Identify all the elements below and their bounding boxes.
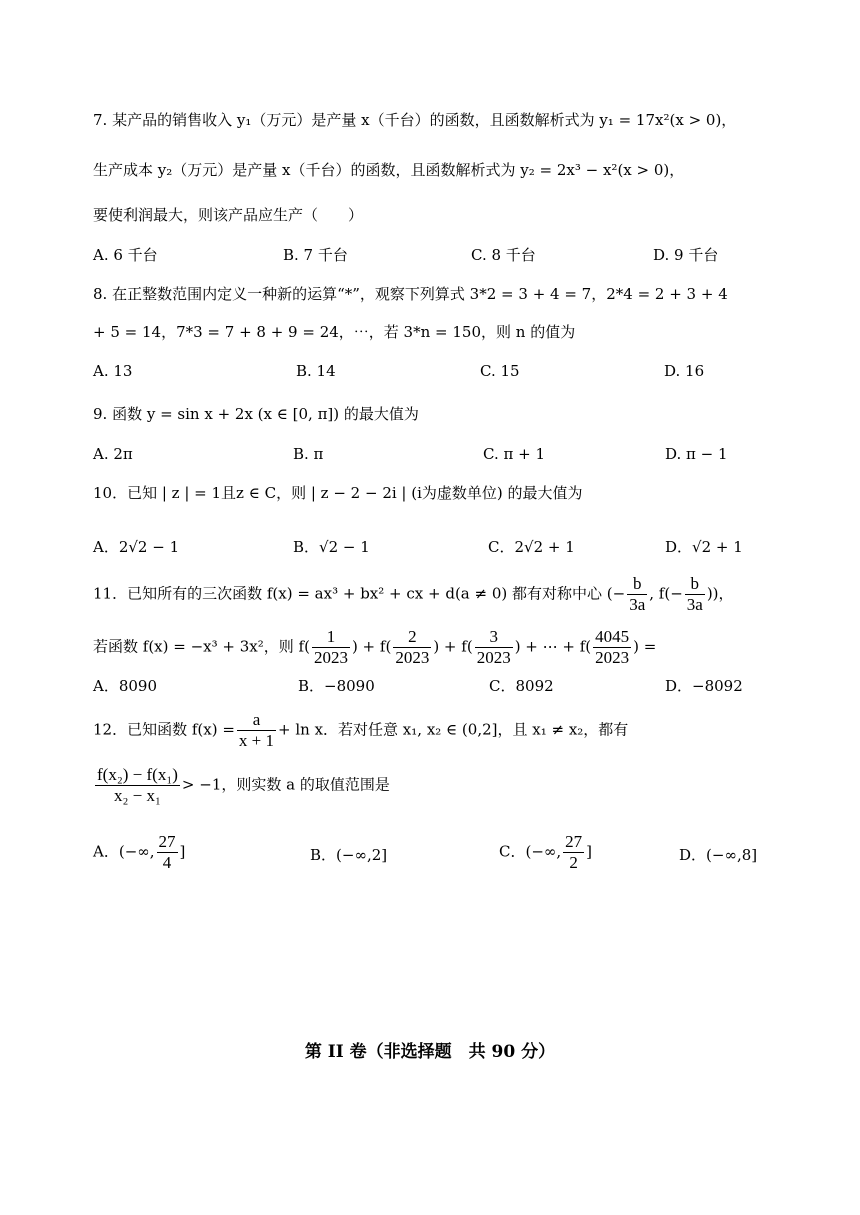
q11-center-post: ))， bbox=[706, 584, 734, 603]
fraction-denominator: 3a bbox=[686, 595, 703, 614]
fraction-numerator: b bbox=[627, 574, 647, 595]
option-text: (−∞,8] bbox=[706, 846, 758, 864]
q11-center-frac-1 bbox=[627, 574, 647, 615]
fraction-denominator: 4 bbox=[162, 853, 172, 872]
q12-cond-frac bbox=[95, 765, 180, 806]
q12-option-a bbox=[93, 832, 185, 873]
q10-option-c: C．2√2 + 1 bbox=[488, 538, 575, 556]
option-post: ] bbox=[179, 842, 186, 861]
q9-option-b: B. π bbox=[293, 445, 324, 463]
q11-option-b: B．−8090 bbox=[298, 677, 375, 695]
q7-option-c: C. 8 千台 bbox=[471, 246, 536, 264]
fraction-denominator: 2023 bbox=[595, 648, 630, 667]
q7-line-3: 要使利润最大，则该产品应生产（ ） bbox=[93, 206, 364, 224]
option-text: (−∞,2] bbox=[336, 846, 388, 864]
q12-range-text: > −1，则实数 a 的取值范围是 bbox=[181, 775, 390, 794]
q10-option-a: A．2√2 − 1 bbox=[93, 538, 180, 556]
q8-option-b: B. 14 bbox=[296, 362, 336, 380]
q12-option-d bbox=[679, 843, 757, 867]
q9-option-c: C. π + 1 bbox=[483, 445, 545, 463]
q11-center-pre: (− bbox=[606, 584, 626, 603]
q7-option-d: D. 9 千台 bbox=[653, 246, 719, 264]
option-pre: (−∞, bbox=[525, 842, 562, 861]
q11-frac-3 bbox=[475, 627, 513, 668]
q11-frac-1 bbox=[312, 627, 350, 668]
q8-line-2: + 5 = 14，7*3 = 7 + 8 + 9 = 24，⋯，若 3*n = 150，则 n 的值为 bbox=[93, 323, 576, 341]
q8-option-a: A. 13 bbox=[93, 362, 133, 380]
q8-option-c: C. 15 bbox=[480, 362, 520, 380]
q11-line-2: 若函数 f(x) = −x³ + 3x²，则 f( $\frac{1}{2023}$ ) + f( $\frac{2}{2023}$ ) + f( $\frac{3}{2023}$ ) + ⋯ + f( $\frac{4045}{2023}$ ) = bbox=[93, 627, 657, 667]
q12-option-b bbox=[310, 843, 387, 867]
q12-line-1 bbox=[93, 710, 628, 751]
fraction-numerator: b bbox=[685, 574, 705, 595]
q9-option-d: D. π − 1 bbox=[665, 445, 728, 463]
q7-line-1: 7. 某产品的销售收入 y₁（万元）是产量 x（千台）的函数，且函数解析式为 y₁ = 17x²(x > 0)， bbox=[93, 111, 737, 129]
q11-option-a: A．8090 bbox=[93, 677, 158, 695]
fraction-denominator: x + 1 bbox=[238, 731, 275, 750]
section-title: 第 II 卷（非选择题 共 90 分） bbox=[304, 1042, 556, 1062]
q10-option-d: D．√2 + 1 bbox=[665, 538, 743, 556]
q8-line-1: 8. 在正整数范围内定义一种新的运算“*”，观察下列算式 3*2 = 3 + 4 = 7，2*4 = 2 + 3 + 4 bbox=[93, 285, 728, 303]
fraction-denominator: 2023 bbox=[313, 648, 348, 667]
q11-frac-2 bbox=[393, 627, 431, 668]
q7-option-a: A. 6 千台 bbox=[93, 246, 158, 264]
fraction-denominator: 2 bbox=[569, 853, 578, 872]
option-post: ] bbox=[586, 842, 593, 861]
q11-line-2-text: 若函数 f(x) = −x³ + 3x²，则 f( bbox=[93, 637, 310, 656]
q12-option-c bbox=[499, 832, 592, 873]
q11-frac-4 bbox=[593, 627, 631, 668]
q11-center-mid: , f(− bbox=[649, 584, 683, 603]
option-label: D． bbox=[679, 846, 707, 864]
q11-center-frac-2 bbox=[685, 574, 705, 615]
fraction-numerator: 1 bbox=[312, 627, 350, 648]
option-label: B． bbox=[310, 846, 337, 864]
q7-option-b: B. 7 千台 bbox=[283, 246, 348, 264]
fraction-denominator: x₂ − x₁ bbox=[113, 786, 161, 805]
option-frac bbox=[563, 832, 584, 873]
fraction-numerator: 4045 bbox=[595, 627, 630, 646]
fraction-denominator: 2023 bbox=[476, 648, 511, 667]
fraction-numerator: 2 bbox=[393, 627, 431, 648]
q12-condition-text: + ln x．若对任意 x₁, x₂ ∈ (0,2]，且 x₁ ≠ x₂，都有 bbox=[278, 720, 629, 739]
fraction-numerator: 3 bbox=[475, 627, 513, 648]
fraction-numerator: f(x₂) − f(x₁) bbox=[97, 765, 178, 784]
q9-option-a: A. 2π bbox=[93, 445, 133, 463]
option-frac bbox=[157, 832, 178, 873]
q11-option-c: C．8092 bbox=[489, 677, 554, 695]
option-pre: (−∞, bbox=[118, 842, 155, 861]
q9-line-1: 9. 函数 y = sin x + 2x (x ∈ [0, π]) 的最大值为 bbox=[93, 405, 419, 423]
fraction-numerator: a bbox=[237, 710, 276, 731]
q11-line-1 bbox=[93, 574, 734, 615]
q11-equals: = bbox=[643, 637, 657, 656]
q12-text: 12．已知函数 f(x) = bbox=[93, 720, 235, 739]
q12-line-2 bbox=[93, 765, 390, 806]
q7-line-2: 生产成本 y₂（万元）是产量 x（千台）的函数，且函数解析式为 y₂ = 2x³ − x²(x > 0)， bbox=[93, 161, 685, 179]
fraction-numerator: 27 bbox=[158, 832, 176, 851]
option-label: A． bbox=[93, 842, 119, 861]
q11-text: 11．已知所有的三次函数 f(x) = ax³ + bx² + cx + d(a ≠ 0) 都有对称中心 bbox=[93, 584, 603, 603]
q10-line-1: 10．已知 | z | = 1且z ∈ C，则 | z − 2 − 2i | (i为虚数单位) 的最大值为 bbox=[93, 484, 583, 502]
option-label: C． bbox=[499, 842, 526, 861]
q11-option-d: D．−8092 bbox=[665, 677, 743, 695]
fraction-numerator: 27 bbox=[565, 832, 583, 851]
q12-f-frac bbox=[237, 710, 276, 751]
q10-option-b: B．√2 − 1 bbox=[293, 538, 370, 556]
fraction-denominator: 2023 bbox=[395, 648, 430, 667]
q8-option-d: D. 16 bbox=[664, 362, 705, 380]
fraction-denominator: 3a bbox=[629, 595, 646, 614]
